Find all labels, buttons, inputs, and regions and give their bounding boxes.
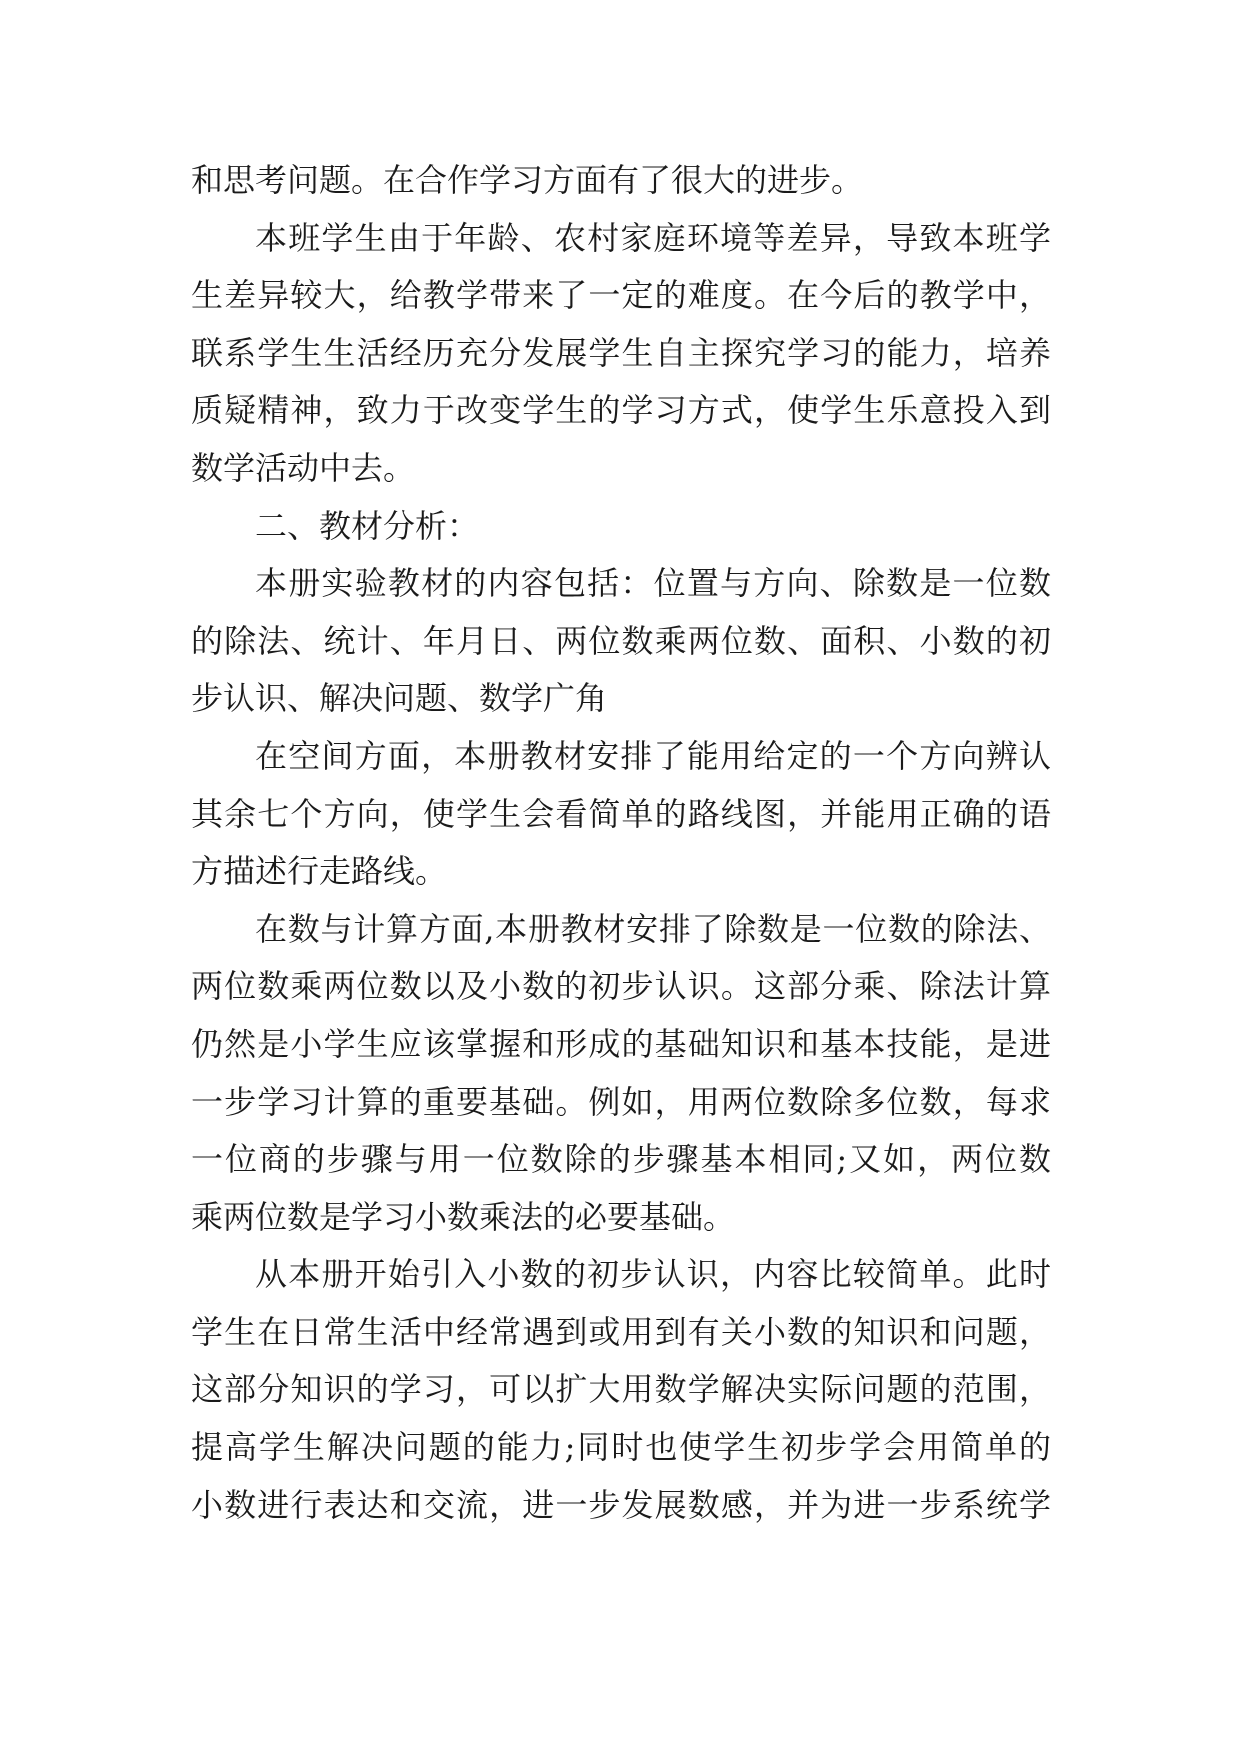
text-line: 在空间方面，本册教材安排了能用给定的一个方向辨认	[255, 736, 1051, 775]
text-line: 一位商的步骤与用一位数除的步骤基本相同;又如，两位数	[191, 1140, 1051, 1179]
text-line: 学生在日常生活中经常遇到或用到有关小数的知识和问题，	[191, 1312, 1051, 1351]
body-text	[191, 152, 1051, 1534]
text-line: 在数与计算方面,本册教材安排了除数是一位数的除法、	[255, 909, 1051, 948]
text-line: 和思考问题。在合作学习方面有了很大的进步。	[191, 161, 864, 199]
text-line: 生差异较大，给教学带来了一定的难度。在今后的教学中，	[191, 276, 1051, 315]
text-line: 本班学生由于年龄、农村家庭环境等差异，导致本班学	[255, 218, 1051, 257]
text-line: 从本册开始引入小数的初步认识，内容比较简单。此时	[255, 1255, 1051, 1294]
text-line: 质疑精神，致力于改变学生的学习方式，使学生乐意投入到	[191, 391, 1051, 430]
text-line: 步认识、解决问题、数学广角	[191, 679, 608, 718]
text-line: 这部分知识的学习，可以扩大用数学解决实际问题的范围，	[191, 1370, 1051, 1409]
text-line: 的除法、统计、年月日、两位数乘两位数、面积、小数的初	[191, 621, 1051, 660]
text-line: 两位数乘两位数以及小数的初步认识。这部分乘、除法计算	[191, 967, 1051, 1006]
text-line: 其余七个方向，使学生会看简单的路线图，并能用正确的语	[191, 794, 1051, 833]
text-line: 二、教材分析：	[255, 506, 480, 545]
text-line: 本册实验教材的内容包括：位置与方向、除数是一位数	[255, 564, 1051, 603]
text-line: 仍然是小学生应该掌握和形成的基础知识和基本技能，是进	[191, 1024, 1051, 1063]
text-line: 提高学生解决问题的能力;同时也使学生初步学会用简单的	[191, 1428, 1051, 1467]
text-line: 方描述行走路线。	[191, 852, 448, 891]
text-line: 一步学习计算的重要基础。例如，用两位数除多位数，每求	[191, 1082, 1051, 1121]
text-line: 小数进行表达和交流，进一步发展数感，并为进一步系统学	[191, 1485, 1051, 1524]
text-line: 联系学生生活经历充分发展学生自主探究学习的能力，培养	[191, 333, 1051, 372]
text-line: 数学活动中去。	[191, 448, 416, 487]
text-line: 乘两位数是学习小数乘法的必要基础。	[191, 1197, 736, 1236]
